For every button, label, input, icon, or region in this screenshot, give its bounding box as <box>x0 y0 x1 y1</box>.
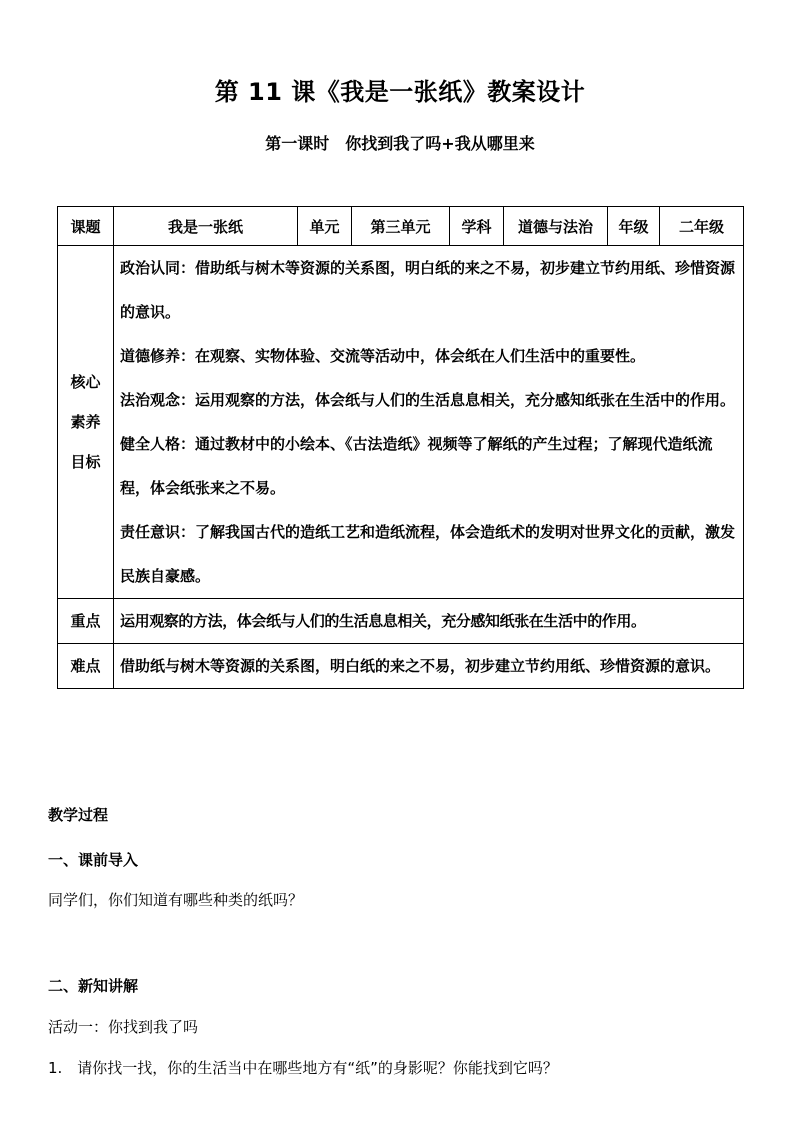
process-heading: 教学过程 <box>48 806 109 824</box>
goal-item: 责任意识：了解我国古代的造纸工艺和造纸流程，体会造纸术的发明对世界文化的贡献，激发民族自豪感。 <box>120 523 736 585</box>
table-cell: 我是一张纸 <box>114 207 298 246</box>
table-cell: 第三单元 <box>352 207 450 246</box>
part2-heading: 二、新知讲解 <box>48 977 139 995</box>
goals-label-line: 素养 <box>70 413 101 431</box>
table-cell: 年级 <box>608 207 660 246</box>
goal-item: 健全人格：通过教材中的小绘本、《古法造纸》视频等了解纸的产生过程；了解现代造纸流程，体会纸张来之不易。 <box>120 435 713 497</box>
lesson-info-table <box>57 206 744 689</box>
goal-item: 政治认同：借助纸与树木等资源的关系图，明白纸的来之不易，初步建立节约用纸、珍惜资源的意识。 <box>120 259 736 321</box>
table-cell: 道德与法治 <box>504 207 608 246</box>
goals-label-line: 目标 <box>70 453 101 471</box>
goals-content <box>114 246 744 599</box>
key-point-row <box>58 599 744 644</box>
goals-label-line: 核心 <box>70 373 101 391</box>
goals-row <box>58 246 744 599</box>
goal-item: 法治观念：运用观察的方法，体会纸与人们的生活息息相关，充分感知纸张在生活中的作用。 <box>120 391 736 409</box>
difficulty-row <box>58 644 744 689</box>
goals-label <box>58 246 114 599</box>
page-title: 第 11 课《我是一张纸》教案设计 <box>214 78 586 106</box>
key-point-label: 重点 <box>58 599 114 644</box>
table-cell: 课题 <box>58 207 114 246</box>
table-cell: 学科 <box>450 207 504 246</box>
part1-heading: 一、课前导入 <box>48 851 139 869</box>
table-cell: 二年级 <box>660 207 744 246</box>
page-subtitle: 第一课时 你找到我了吗+我从哪里来 <box>265 134 535 153</box>
table-header-row <box>58 207 744 246</box>
table-cell: 单元 <box>298 207 352 246</box>
activity1-text: 活动一：你找到我了吗 <box>48 1018 199 1036</box>
difficulty-text: 借助纸与树木等资源的关系图，明白纸的来之不易，初步建立节约用纸、珍惜资源的意识。 <box>114 644 744 689</box>
part1-text: 同学们，你们知道有哪些种类的纸吗？ <box>48 891 304 909</box>
goal-item: 道德修养：在观察、实物体验、交流等活动中，体会纸在人们生活中的重要性。 <box>120 347 646 365</box>
question1-text: 1. 请你找一找，你的生活当中在哪些地方有“纸”的身影呢？你能找到它吗？ <box>48 1059 558 1077</box>
key-point-text: 运用观察的方法，体会纸与人们的生活息息相关，充分感知纸张在生活中的作用。 <box>114 599 744 644</box>
difficulty-label: 难点 <box>58 644 114 689</box>
